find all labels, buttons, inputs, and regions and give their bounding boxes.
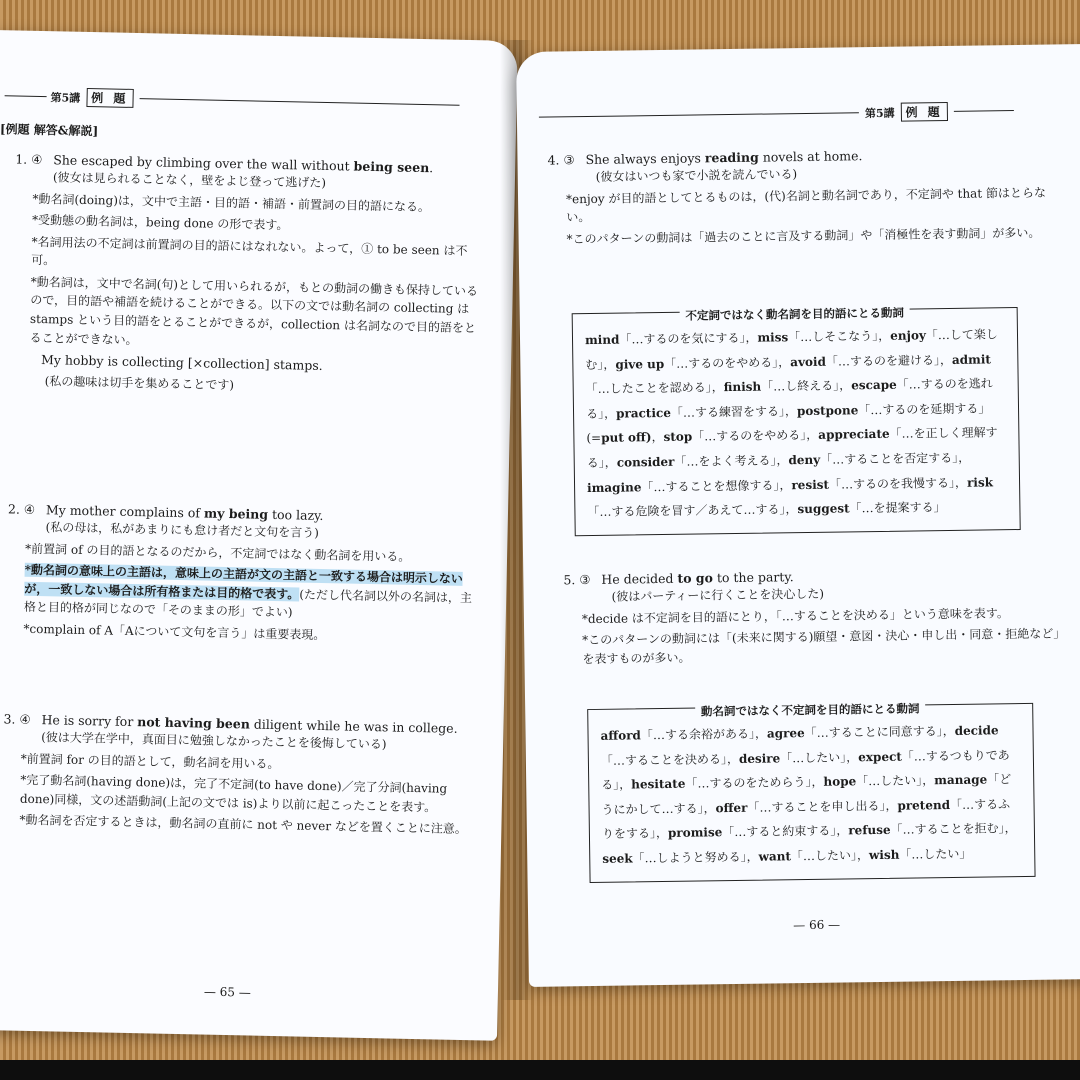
verb-meaning: 「…したい」， xyxy=(856,773,935,789)
verb-meaning: 「…したい」， xyxy=(790,848,870,864)
verb-meaning: 「…を正しく理解する」， xyxy=(586,425,998,471)
verb-entry: afford xyxy=(600,728,641,743)
right-page xyxy=(516,44,1080,987)
explanation-note: *名詞用法の不定詞は前置詞の目的語にはなれない。よって，① to be seen は不可。 xyxy=(31,234,468,268)
explanation-note: *decide は不定詞を目的語にとり，「…することを決める」という意味を表す。 xyxy=(581,605,1009,626)
example-tag: 例 題 xyxy=(86,88,134,108)
explanation-note: *受動態の動名詞は，being done の形で表す。 xyxy=(31,212,289,233)
verb-entry: seek xyxy=(602,851,633,866)
explanation-note: *動名詞(doing)は，文中で主語・目的語・補語・前置詞の目的語になる。 xyxy=(32,191,431,214)
verb-list xyxy=(600,718,1022,871)
verb-meaning: 「…して楽しむ」， xyxy=(585,327,998,372)
box-caption: 不定詞ではなく動名詞を目的語にとる動詞 xyxy=(679,306,910,323)
verb-entry: promise xyxy=(667,825,723,841)
question-sentence: 3. ④ He is sorry for not having been diligent while he was in college. xyxy=(3,711,458,736)
verb-entry: decide xyxy=(954,723,999,738)
verb-entry: miss xyxy=(757,330,789,345)
verb-meaning: 「…したい」 xyxy=(899,846,972,862)
verb-entry: refuse xyxy=(848,823,891,838)
verb-meaning: 「…することを申し出る」， xyxy=(747,798,898,815)
verb-entry: escape xyxy=(851,377,897,393)
verb-meaning: 「…することに同意する」， xyxy=(804,723,955,741)
question-item-3 xyxy=(1,710,473,842)
explanation-note: *このパターンの動詞には「(未来に関する)願望・意図・決心・申し出・同意・拒絶など」を表すものが多い。 xyxy=(582,626,1060,666)
verb-meaning: 「…を提案する」 xyxy=(849,500,946,516)
verb-entry: manage xyxy=(934,772,988,788)
verb-entry: desire xyxy=(738,750,781,766)
page-number: — 66 — xyxy=(793,917,841,933)
verb-meaning: 「…するのをためらう」， xyxy=(685,774,824,791)
verb-entry: put off) xyxy=(601,430,652,446)
verb-entry: enjoy xyxy=(890,328,926,343)
page-header xyxy=(539,101,1014,127)
lecture-label: 第5講 xyxy=(50,90,81,105)
verb-meaning: 「…するのを気にする」， xyxy=(619,330,758,347)
question-item-2 xyxy=(5,500,478,650)
question-sentence: 4. ③ She always enjoys reading novels at home. xyxy=(547,148,863,168)
verb-entry: postpone xyxy=(796,403,859,418)
verb-meaning: 「…することを否定する」， xyxy=(820,450,971,467)
verb-entry: wish xyxy=(868,847,900,863)
verb-entry: risk xyxy=(966,474,994,490)
verb-meaning: 「…するのを延期する」(= xyxy=(586,401,991,446)
question-sentence: 5. ③ He decided to go to the party. xyxy=(563,569,794,588)
verb-entry: expect xyxy=(858,749,902,764)
verb-entry: give up xyxy=(615,356,665,372)
question-sentence: 2. ④ My mother complains of my being too lazy. xyxy=(7,501,324,524)
verb-entry: suggest xyxy=(797,501,850,517)
verb-meaning: 「…するのをやめる」， xyxy=(664,354,791,371)
translation: (彼女はいつも家で小説を読んでいる) xyxy=(595,167,798,185)
dark-floor-strip xyxy=(0,1060,1080,1080)
verb-entry: admit xyxy=(951,351,992,367)
left-page xyxy=(0,30,518,1041)
page-number: — 65 — xyxy=(203,984,251,1000)
explanation-note: *動名詞は，文中で名詞(句)として用いられるが，もとの動詞の働きも保持しているので，目的語や補語を続けることができる。以下の文では動名詞の collecting は stamps という目的語をとることができるが，collection は名詞なので目的語をとることができない。 xyxy=(29,274,479,347)
translation: (彼は大学在学中，真面目に勉強しなかったことを後悔している) xyxy=(41,730,387,752)
verb-meaning: 「…しそこなう」， xyxy=(788,328,891,345)
verb-meaning: 「…しようと努める」， xyxy=(632,849,759,866)
verb-meaning: 「…するのを逃れる」， xyxy=(585,376,993,421)
verb-entry: agree xyxy=(766,726,805,741)
box-caption: 動名詞ではなく不定詞を目的語にとる動詞 xyxy=(695,701,926,718)
verb-meaning: 「どうにかして…する」， xyxy=(601,772,1012,817)
verb-meaning: 「…したい」， xyxy=(780,749,859,765)
verb-entry: deny xyxy=(788,452,821,468)
verb-meaning: 「…する余裕がある」， xyxy=(640,726,767,743)
question-sentence: 1. ④ She escaped by climbing over the wall without being seen. xyxy=(15,151,434,176)
verb-meaning: 「…するのをやめる」， xyxy=(692,428,819,444)
verb-meaning: 「…することを決める」， xyxy=(600,751,740,768)
question-item-1 xyxy=(10,150,485,400)
verb-meaning: ， xyxy=(651,430,664,445)
verb-entry: avoid xyxy=(790,354,827,369)
example-sentence: My hobby is collecting [×collection] stamps. xyxy=(40,352,323,374)
explanation-note: *完了動名詞(having done)は，完了不定詞(to have done)／完了分詞(having done)同様，文の述語動詞(上記の文では is)より以前に起こったことを表す。 xyxy=(19,772,448,815)
verb-entry: pretend xyxy=(897,797,951,813)
verb-meaning: 「…をよく考える」， xyxy=(674,453,789,469)
verb-meaning: 「…するつもりである」， xyxy=(601,747,1010,793)
explanation-note: *動名詞を否定するときは，動名詞の直前に not や never などを置くことに注意。 xyxy=(19,813,467,837)
verb-entry: finish xyxy=(723,379,762,395)
verb-meaning: 「…し終える」， xyxy=(761,378,852,394)
explanation-note: *complain of A「Aについて文句を言う」は重要表現。 xyxy=(23,621,326,642)
verb-meaning: 「…することを拒む」， xyxy=(890,821,1017,838)
verb-meaning: 「…するふりをする」， xyxy=(601,796,1011,842)
explanation-note: *前置詞 for の目的語として，動名詞を用いる。 xyxy=(20,751,280,771)
verb-meaning: 「…したことを認める」， xyxy=(585,380,724,397)
example-tag: 例 題 xyxy=(900,102,947,122)
explanation-note: *前置詞 of の目的語となるのだから，不定詞ではなく動名詞を用いる。 xyxy=(25,541,411,564)
verb-meaning: 「…する危険を冒す／あえて…する」， xyxy=(587,502,798,520)
verb-meaning: 「…するのを避ける」， xyxy=(825,352,953,369)
verb-meaning: 「…することを想像する」， xyxy=(641,477,792,494)
verb-entry: consider xyxy=(616,454,675,470)
gerund-verbs-box xyxy=(572,307,1021,536)
lecture-label: 第5講 xyxy=(864,106,895,120)
section-heading: [例題 解答&解説] xyxy=(0,122,99,139)
infinitive-verbs-box xyxy=(587,703,1035,883)
verb-entry: appreciate xyxy=(818,427,890,443)
verb-entry: resist xyxy=(791,477,830,492)
verb-entry: hope xyxy=(823,774,857,789)
verb-entry: want xyxy=(758,849,792,864)
verb-entry: imagine xyxy=(586,479,642,495)
verb-entry: offer xyxy=(715,800,748,816)
verb-meaning: 「…するのを我慢する」， xyxy=(828,475,968,492)
translation: (彼女は見られることなく，壁をよじ登って逃げた) xyxy=(52,170,327,191)
explanation-note: *enjoy が目的語としてとるものは，(代)名詞と動名詞であり，不定詞や that 節はとらない。 xyxy=(565,185,1047,225)
explanation-note: *このパターンの動詞は「過去のことに言及する動詞」や「消極性を表す動詞」が多い。 xyxy=(566,225,1041,247)
verb-entry: practice xyxy=(615,405,672,421)
page-header xyxy=(4,86,459,115)
verb-list xyxy=(585,322,1008,525)
verb-entry: stop xyxy=(663,429,693,445)
verb-meaning: 「…する練習をする」， xyxy=(670,403,798,420)
translation: (私の母は，私があまりにも怠け者だと文句を言う) xyxy=(45,520,320,541)
verb-entry: hesitate xyxy=(631,776,686,792)
translation: (彼はパーティーに行くことを決心した) xyxy=(611,586,825,604)
verb-entry: mind xyxy=(584,332,620,348)
example-translation: (私の趣味は切手を集めることです) xyxy=(44,374,235,393)
highlighted-note: *動名詞の意味上の主語は，意味上の主語が文の主語と一致する場合は明示しないが，一致しない場合は所有格または目的格で表す。(ただし代名詞以外の名詞は，主格と目的格が同じなので「そのままの形」でよい) xyxy=(23,562,473,620)
verb-meaning: 「…すると約束する」， xyxy=(722,823,849,840)
question-item-4 xyxy=(547,145,1048,252)
question-item-5 xyxy=(563,564,1064,671)
